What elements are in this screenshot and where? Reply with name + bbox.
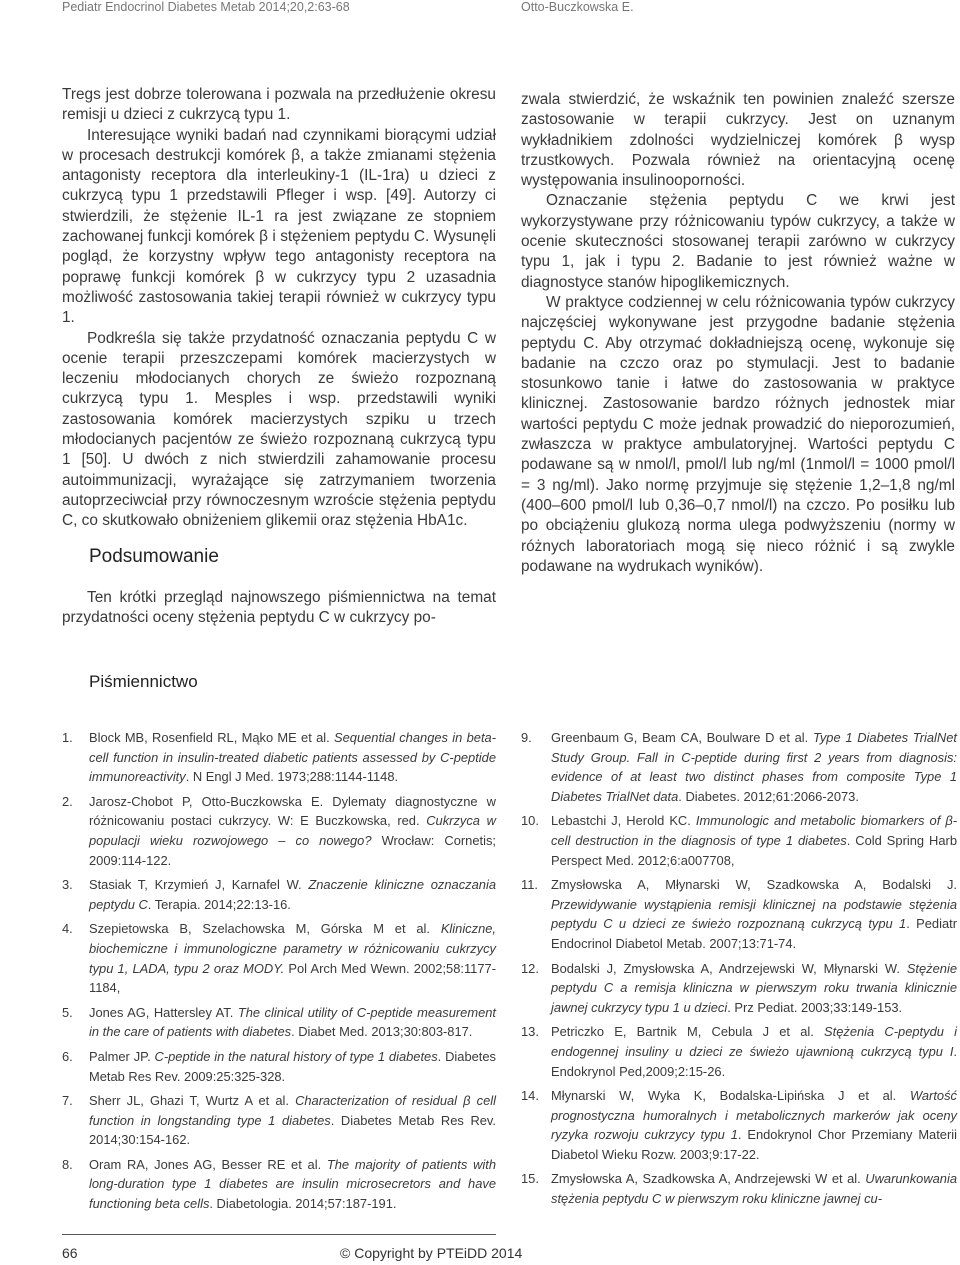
reference-source: . Endokrynol Chor Przemiany Materii Diabetol Wieku Rozw. 2003;9:17-22. (551, 1127, 957, 1162)
reference-item (521, 728, 957, 806)
reference-number: 3. (62, 877, 73, 893)
copyright-notice: © Copyright by PTEiDD 2014 (340, 1245, 523, 1261)
reference-item (62, 792, 496, 870)
reference-authors: Lebastchi J, Herold KC. (551, 813, 696, 829)
reference-title: Type 1 Diabetes TrialNet Study Group. Fall in C-peptide during first 2 years from diagnosis: evidence of at least two distinct phases from composite Type 1 Diabetes TrialNet data (551, 730, 957, 804)
reference-item (62, 1091, 496, 1150)
references-heading: Piśmiennictwo (89, 672, 198, 691)
reference-number: 12. (521, 960, 539, 976)
right-paragraph-3: W praktyce codziennej w celu różnicowania typów cukrzycy najczęściej wykonywane jest przygodne badanie stężenia peptydu C. Aby otrzymać dokładniejszą ocenę, wykonuje się badanie na czczo oraz po stymulacji. Jest to badanie stosunkowo tanie i łatwe do zastosowania w praktyce klinicznej. Zastosowanie bardzo różnych jednostek miar wartości peptydu C może jednak prowadzić do nieporozumień, zwłaszcza w praktyce ambulatoryjnej. Wartości peptydu C podawane są w nmol/l, pmol/l lub ng/ml (1nmol/l = 1000 pmol/l = 3 ng/ml). Jako normę przyjmuje się stężenie 1,2–1,8 ng/ml (400–600 pmol/l lub 0,36–0,7 nmol/l) na czczo. Po posiłku lub po obciążeniu glukozą norma ulega podwyższeniu (normy w różnych laboratoriach mogą się nieco różnić i są zwykle podawane na wydrukach wyników). (521, 293, 955, 575)
reference-authors: Szepietowska B, Szelachowska M, Górska M et al. (89, 921, 441, 937)
reference-source: . Diabetes Metab Res Rev. 2014;30:154-162. (89, 1112, 496, 1148)
left-paragraph-2: Interesujące wyniki badań nad czynnikami biorącymi udział w procesach destrukcji komórek β, a także zmianami stężenia antagonisty receptora dla interleukiny-1 (IL-1ra) u dzieci z cukrzycą typu 1 przedstawili Pfleger i wsp. [49]. Autorzy ci stwierdzili, że stężenie IL-1 ra jest związane ze stopniem zachowanej funkcji komórek β i stężeniem peptydu C. Wysunęli pogląd, że korzystny wpływ tego antagonisty receptora na poprawę funkcji komórek β w cukrzycy typu 2 uzasadnia możliwość zastosowania takiej terapii również w cukrzycy typu 1. (62, 126, 496, 327)
reference-title: Sequential changes in beta-cell function in insulin-treated diabetic patients assessed by C-peptide immunoreactivity (89, 730, 496, 785)
reference-authors: Młynarski W, Wyka K, Bodalska-Lipińska J et al. (551, 1088, 910, 1104)
reference-number: 8. (62, 1156, 73, 1172)
reference-number: 1. (62, 730, 73, 745)
reference-item (521, 1086, 957, 1164)
reference-title: Przewidywanie wystąpienia remisji klinicznej na podstawie stężenia peptydu C u dzieci ze świeżo rozpoznaną cukrzycą typu 1 (551, 896, 957, 932)
reference-source: . Terapia. 2014;22:13-16. (147, 896, 291, 912)
reference-authors: Petriczko E, Bartnik M, Cebula J et al. (551, 1024, 825, 1040)
reference-number: 14. (521, 1088, 539, 1104)
reference-item (521, 1022, 957, 1081)
references-list-right (521, 728, 957, 1214)
reference-authors: Zmysłowska A, Szadkowska A, Andrzejewski W et al. (551, 1171, 866, 1187)
running-header-author: Otto-Buczkowska E. (521, 0, 634, 14)
reference-source: . N Engl J Med. 1973;288:1144-1148. (185, 769, 399, 785)
reference-authors: Oram RA, Jones AG, Besser RE et al. (89, 1156, 327, 1172)
reference-title: Stężenie peptydu C a remisja kliniczna w pierwszym roku trwania klinicznie jawnej cukrzycy typu 1 u dzieci (551, 960, 957, 1015)
reference-title: Immunologic and metabolic biomarkers of β-cell destruction in the diagnosis of type 1 diabetes (551, 813, 957, 848)
reference-authors: Stasiak T, Krzymień J, Karnafel W. (89, 877, 309, 893)
reference-source: Pol Arch Med Wewn. 2002;58:1177-1184, (89, 960, 496, 996)
reference-source: Wrocław: Cornetis; 2009:114-122. (89, 832, 496, 868)
reference-title: Kliniczne, biochemiczne i immunologiczne parametry w różnicowaniu cukrzycy typu 1, LADA, typu 2 oraz MODY. (89, 921, 496, 976)
reference-number: 6. (62, 1048, 73, 1064)
running-header-journal: Pediatr Endocrinol Diabetes Metab 2014;20,2:63-68 (62, 0, 350, 14)
reference-title: Characterization of residual β cell function in longstanding type 1 diabetes (89, 1093, 496, 1128)
reference-title: Wartość prognostyczna humoralnych i metabolicznych markerów jak oceny ryzyka rozwoju cukrzycy typu 1 (551, 1088, 957, 1143)
reference-authors: Block MB, Rosenfield RL, Mąko ME et al. (89, 730, 335, 745)
reference-number: 9. (521, 730, 532, 745)
reference-source: . Endokrynol Ped,2009;2:15-26. (551, 1043, 957, 1079)
reference-source: . Prz Pediat. 2003;33:149-153. (727, 999, 903, 1015)
reference-item (62, 1003, 496, 1042)
reference-item (62, 728, 496, 787)
right-paragraph-2: Oznaczanie stężenia peptydu C we krwi jest wykorzystywane przy różnicowaniu typów cukrzycy, a także w ocenie skuteczności stosowanej terapii zarówno w cukrzycy typu 1, jak i typu 2. Badanie to jest również ważne w diagnostyce stanów hipoglikemicznych. (521, 192, 955, 291)
reference-item (62, 1155, 496, 1214)
reference-number: 2. (62, 793, 73, 809)
reference-number: 13. (521, 1024, 539, 1040)
page-number: 66 (62, 1245, 78, 1261)
reference-number: 5. (62, 1004, 73, 1020)
reference-authors: Bodalski J, Zmysłowska A, Andrzejewski W, Młynarski W. (551, 960, 907, 976)
left-paragraph-3: Podkreśla się także przydatność oznaczania peptydu C w ocenie terapii przeszczepami komórek macierzystych w leczeniu młodocianych chorych ze świeżo rozpoznaną cukrzycą typu 1. Mesples i wsp. przedstawili wyniki zastosowania komórek macierzystych szpiku u trzech młodocianych pacjentów ze świeżo rozpoznaną cukrzycą typu 1 [50]. U dwóch z nich stwierdzili zahamowanie procesu autoimmunizacji, wyrażające się zatrzymaniem tworzenia autoprzeciwciał przy równoczesnym wzroście stężenia peptydu C, co skutkowało obniżeniem glikemii oraz stężenia HbA1c. (62, 329, 496, 530)
right-paragraph-1: zwala stwierdzić, że wskaźnik ten powinien znaleźć szersze zastosowanie w terapii cukrzycy. Jest on uznanym wykładnikiem zdolności wydzielniczej komórek β wysp trzustkowych. Pozwala również na orientacyjną ocenę występowania insulinooporności. (521, 91, 955, 190)
references-list-left (62, 728, 496, 1219)
section-heading-summary: Podsumowanie (89, 546, 219, 567)
reference-source: . Cold Spring Harb Perspect Med. 2012;6:a007708, (551, 832, 957, 868)
summary-paragraph: Ten krótki przegląd najnowszego piśmiennictwa na temat przydatności oceny stężenia peptydu C w cukrzycy po- (62, 589, 496, 627)
reference-item (521, 811, 957, 870)
reference-number: 4. (62, 921, 73, 937)
reference-number: 10. (521, 813, 539, 829)
reference-number: 7. (62, 1093, 73, 1109)
reference-title: Uwarunkowania stężenia peptydu C w pierwszym roku kliniczne jawnej cu- (551, 1171, 957, 1207)
reference-authors: Jones AG, Hattersley AT. (89, 1004, 238, 1020)
reference-authors: Greenbaum G, Beam CA, Boulware D et al. (551, 730, 813, 745)
reference-authors: Jarosz-Chobot P, Otto-Buczkowska E. Dylematy diagnostyczne w różnicowaniu postaci cukrzycy. W: E Buczkowska, red. (89, 793, 496, 829)
reference-item (62, 1047, 496, 1086)
reference-title: Stężenia C-peptydu i endogennej insuliny u dzieci ze świeżo ujawnioną cukrzycą typu I (551, 1024, 957, 1059)
reference-title: C-peptide in the natural history of type 1 diabetes (154, 1048, 438, 1064)
reference-authors: Sherr JL, Ghazi T, Wurtz A et al. (89, 1093, 296, 1109)
reference-number: 15. (521, 1171, 539, 1187)
reference-source: . Diabetes Metab Res Rev. 2009:25:325-328. (89, 1048, 496, 1084)
left-paragraph-1: Tregs jest dobrze tolerowana i pozwala na przedłużenie okresu remisji u dzieci z cukrzycą typu 1. (62, 86, 496, 124)
reference-item (62, 919, 496, 997)
footer-divider (62, 1234, 496, 1235)
reference-source: . Diabet Med. 2013;30:803-817. (291, 1024, 473, 1040)
reference-source: . Diabetologia. 2014;57:187-191. (209, 1196, 397, 1212)
reference-number: 11. (521, 877, 538, 893)
reference-title: The clinical utility of C-peptide measurement in the care of patients with diabetes (89, 1004, 496, 1040)
reference-source: . Pediatr Endocrinol Diabetol Metab. 2007;13:71-74. (551, 916, 957, 951)
reference-authors: Zmysłowska A, Młynarski W, Szadkowska A, Bodalski J. (551, 877, 957, 893)
reference-title: Cukrzyca w populacji wieku rozwojowego – co nowego? (89, 813, 496, 848)
reference-item (62, 875, 496, 914)
left-column (62, 85, 496, 532)
reference-source: . Diabetes. 2012;61:2066-2073. (678, 788, 859, 804)
reference-item (521, 875, 957, 953)
reference-item (521, 1169, 957, 1208)
right-column (521, 90, 955, 577)
reference-title: Znaczenie kliniczne oznaczania peptydu C (89, 877, 496, 912)
reference-item (521, 959, 957, 1018)
reference-title: The majority of patients with long-duration type 1 diabetes are insulin microsecretors and have functioning beta cells (89, 1156, 496, 1212)
reference-authors: Palmer JP. (89, 1048, 155, 1064)
